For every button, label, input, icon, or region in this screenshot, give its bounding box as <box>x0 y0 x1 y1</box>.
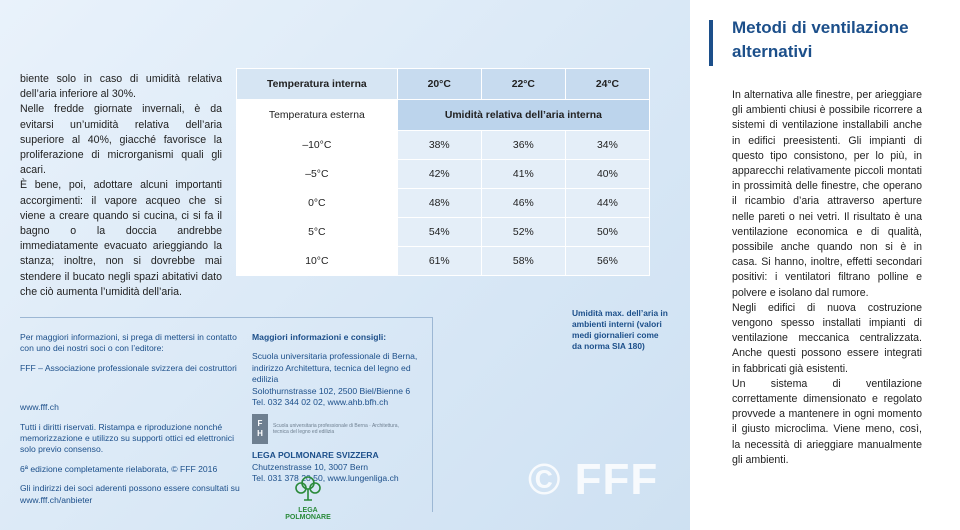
footer-publisher-info <box>20 332 242 514</box>
table-note: Umidità max. dell’aria in ambienti interni (valori medi giornalieri come da norma SIA 180) <box>572 308 668 351</box>
table-subheader-row <box>237 100 650 131</box>
row-label: –5°C <box>237 160 398 189</box>
body-paragraph: Un sistema di ventilazione correttamente dimensionato e regolato provvede a mantenere in ogni momento il giusto microclima. Viene meno, così, la necessità di arieggiare manualmente gli ambienti. <box>732 377 922 466</box>
column-header: 20°C <box>397 69 481 100</box>
bfh-logo-mark <box>252 414 268 444</box>
table-cell: 50% <box>565 218 649 247</box>
table-cell: 54% <box>397 218 481 247</box>
bfh-logo <box>252 414 428 444</box>
website-link[interactable]: www.fff.ch <box>20 402 59 413</box>
table-cell: 58% <box>481 247 565 276</box>
table-cell: 56% <box>565 247 649 276</box>
table-row <box>237 218 650 247</box>
section-title: Metodi di ventilazione alternativi <box>732 18 909 61</box>
row-label: 5°C <box>237 218 398 247</box>
footer-contacts <box>252 332 428 485</box>
row-label: –10°C <box>237 131 398 160</box>
lung-league-logo-label: LEGA POLMONARE <box>285 507 331 521</box>
column-header: 24°C <box>565 69 649 100</box>
row-label: 0°C <box>237 189 398 218</box>
contact-text: Per maggiori informazioni, si prega di mettersi in contatto con uno dei nostri soci o con l’editore: <box>20 332 237 354</box>
table-cell: 52% <box>481 218 565 247</box>
table-row <box>237 160 650 189</box>
table-header-row <box>237 69 650 100</box>
right-page <box>690 0 960 530</box>
table-cell: 40% <box>565 160 649 189</box>
footer-divider <box>20 317 432 318</box>
humidity-table <box>236 68 650 276</box>
bfh-mark-letter: H <box>257 429 263 439</box>
table-cell: 48% <box>397 189 481 218</box>
table-cell: 61% <box>397 247 481 276</box>
intro-paragraph: biente solo in caso di umidità relativa dell’aria inferiore al 30%. <box>20 73 222 101</box>
bfh-logo-text: Scuola universitaria professionale di Berna · Architettura, tecnica del legno ed edilizia <box>273 422 399 436</box>
column-header: 22°C <box>481 69 565 100</box>
tree-icon <box>293 475 323 501</box>
org1-address: Solothurnstrasse 102, 2500 Biel/Bienne 6 <box>252 385 411 396</box>
org1-contact[interactable]: Tel. 032 344 02 02, www.ahb.bfh.ch <box>252 397 389 408</box>
copyright-watermark: © FFF <box>528 455 659 504</box>
contacts-heading: Maggiori informazioni e consigli: <box>252 332 387 342</box>
body-paragraph: In alternativa alle finestre, per arieggiare gli ambienti chiusi è possibile ricorrere a sistemi di ventilazione installabili anche in edifici preesistenti. Gli impianti di questo tipo consistono, per lo più, in apparecchi relativamente piccoli montati in prossimità delle finestre, che operano il ricambio d’aria attraverso aperture nelle pareti o nei vetri. Il risultato è una ventilazione economica e di qualità, possibile anche quando non si è in casa. Si hanno, inoltre, effetti secondari positivi: i ventilatori filtrano polline e polvere e isolano dal rumore. <box>732 89 922 299</box>
corner-label-indoor: Temperatura interna <box>237 69 398 100</box>
org1-name: Scuola universitaria professionale di Berna, indirizzo Architettura, tecnica del legno ed edilizia <box>252 351 418 385</box>
corner-label-outdoor: Temperatura esterna <box>237 100 398 131</box>
table-cell: 38% <box>397 131 481 160</box>
table-cell: 34% <box>565 131 649 160</box>
table-cell: 44% <box>565 189 649 218</box>
edition-text: 6ª edizione completamente rielaborata, © FFF 2016 <box>20 463 218 474</box>
body-paragraph: Negli edifici di nuova costruzione vengono spesso installati impianti di ventilazione meccanica centralizzata. Anche questi possono essere integrati in fabbricati già esistenti. <box>732 301 922 375</box>
org2-contact[interactable]: Tel. 031 378 20 50, www.lungenliga.ch <box>252 473 399 484</box>
table-cell: 36% <box>481 131 565 160</box>
publisher-name: FFF – Associazione professionale svizzera dei costruttori <box>20 362 237 373</box>
intro-paragraph: È bene, poi, adottare alcuni importanti accorgimenti: il vapore acqueo che si viene a creare quando si cucina, ci si fa il bagno o la doccia andrebbe immediatamente evacuato arieggiando la stanza; inoltre, non si dovrebbe mai stendere il bucato negli spazi abitativi dato che ciò aumenta l’umidità dell’aria. <box>20 179 222 298</box>
table-cell: 42% <box>397 160 481 189</box>
org2-name: LEGA POLMONARE SVIZZERA <box>252 450 379 461</box>
intro-paragraph: Nelle fredde giornate invernali, è da evitarsi un’umidità relativa dell’aria superiore al 40%, giacché favorisce la proliferazione di microrganismi quali gli acari. <box>20 103 222 177</box>
table-row <box>237 189 650 218</box>
intro-text <box>20 72 222 300</box>
org2-address: Chutzenstrasse 10, 3007 Bern <box>252 461 369 472</box>
rights-text: Tutti i diritti riservati. Ristampa e riproduzione nonché memorizzazione e utilizzo su supporti ottici ed elettronici solo previo consenso. <box>20 421 234 455</box>
table-cell: 46% <box>481 189 565 218</box>
table-row <box>237 247 650 276</box>
section-body <box>732 88 922 468</box>
members-text: Gli indirizzi dei soci aderenti possono essere consultati su www.fff.ch/anbieter <box>20 483 240 505</box>
bfh-mark-letter: F <box>257 419 263 429</box>
humidity-span-label: Umidità relativa dell’aria interna <box>397 100 649 131</box>
row-label: 10°C <box>237 247 398 276</box>
lung-league-logo <box>278 475 338 521</box>
table-cell: 41% <box>481 160 565 189</box>
title-accent-bar <box>709 20 713 66</box>
footer-column-divider <box>432 317 433 512</box>
table-row <box>237 131 650 160</box>
